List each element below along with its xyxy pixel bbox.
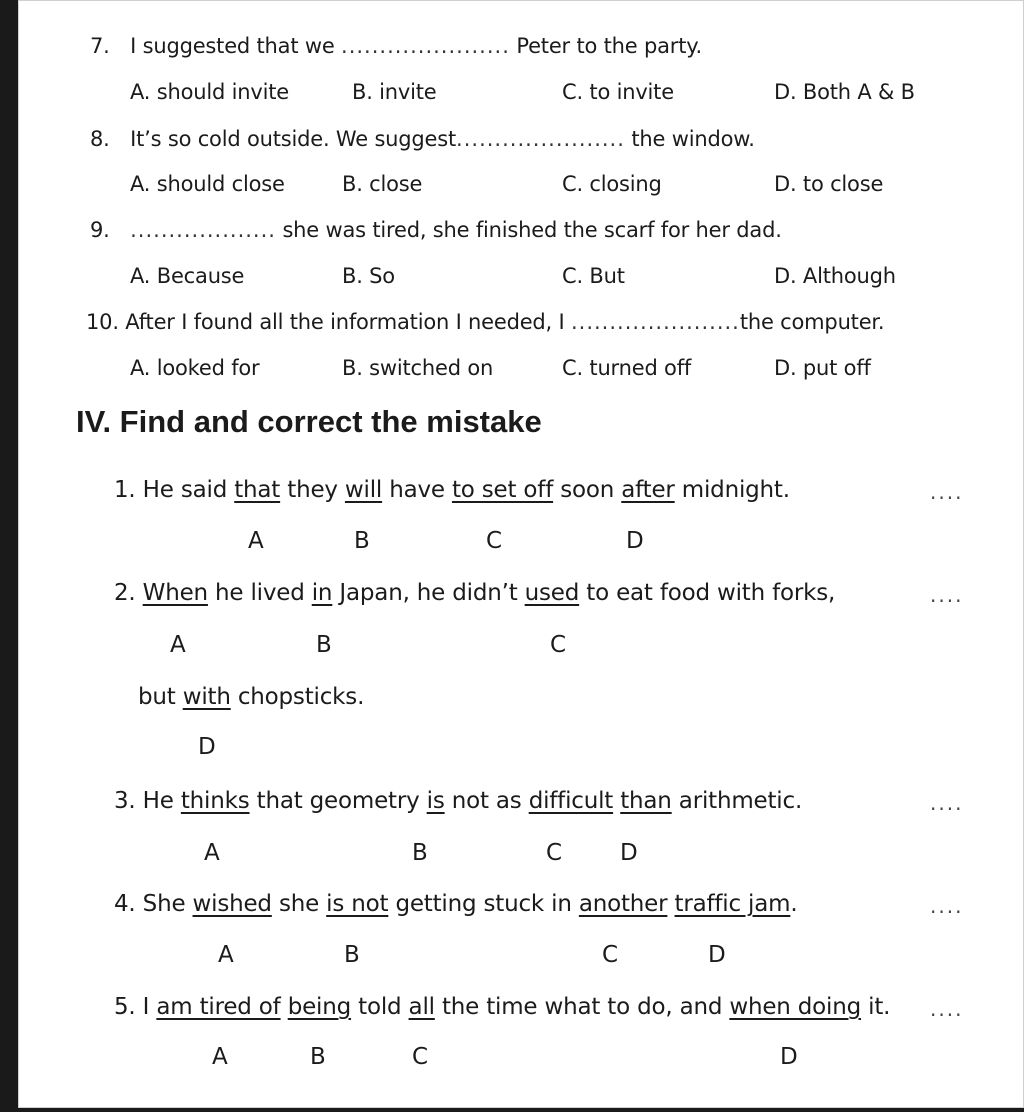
sentence-text [281,994,288,1020]
option-d: D. to close [774,172,884,196]
underlined-part-a: thinks [180,788,250,814]
underlined-part-c: all [408,994,435,1020]
underlined-part-c: another [578,891,668,917]
exercise-3-sentence [114,788,802,814]
sentence-text: I [142,994,157,1020]
section-title: IV. Find and correct the mistake [76,404,542,439]
question-text: the computer. [739,310,885,334]
sentence-text: chopsticks. [230,684,365,710]
underlined-part-d: than [620,788,672,814]
exercise-2-sentence [114,580,835,606]
option-d: D. Although [774,264,896,288]
question-number: 8. [90,127,110,151]
label-c: C [550,632,567,658]
option-a: A. should invite [130,80,289,104]
sentence-text: She [142,891,193,917]
question-number: 10. [86,310,119,334]
exercise-number: 4. [114,891,136,917]
exercise-1-sentence [114,477,790,503]
answer-gap: ...................... [456,127,625,151]
label-c: C [486,528,503,554]
sentence-text: it. [861,994,891,1020]
option-a: A. should close [130,172,285,196]
answer-gap: ...................... [570,310,740,334]
exercise-number: 5. [114,994,136,1020]
label-b: B [316,632,332,658]
label-b: B [310,1044,326,1070]
label-d: D [198,734,216,760]
underlined-part-d: after [621,477,675,503]
question-text: After I found all the information I needed, I [125,310,571,334]
label-b: B [412,840,428,866]
sentence-text: they [280,477,345,503]
label-d: D [780,1044,798,1070]
option-c: C. turned off [562,356,692,380]
sentence-text: the time what to do, and [434,994,730,1020]
question-text: she was tired, she finished the scarf for her dad. [275,218,782,242]
sentence-text: He [142,788,181,814]
sentence-text: he lived [207,580,312,606]
question-number: 9. [90,218,110,242]
sentence-text: that geometry [249,788,427,814]
underlined-part-d: with [182,684,231,710]
question-10 [86,310,884,334]
sentence-text: she [271,891,327,917]
question-text: I suggested that we [130,34,342,58]
answer-blank: .... [930,894,964,918]
sentence-text: He said [142,477,235,503]
question-text: It’s so cold outside. We suggest [130,127,457,151]
underlined-part-a: wished [192,891,272,917]
label-b: B [344,942,360,968]
exercise-number: 2. [114,580,136,606]
option-d: D. put off [774,356,871,380]
label-a: A [212,1044,228,1070]
option-a: A. Because [130,264,245,288]
underlined-part-b: will [344,477,383,503]
sentence-text: to eat food with forks, [579,580,836,606]
label-c: C [602,942,619,968]
option-c: C. to invite [562,80,674,104]
option-c: C. closing [562,172,662,196]
underlined-part-a: When [142,580,208,606]
option-b: B. close [342,172,423,196]
question-number: 7. [90,34,110,58]
underlined-part-b: in [311,580,333,606]
sentence-text: have [382,477,452,503]
underlined-part-c: to set off [451,477,554,503]
sentence-text: told [351,994,409,1020]
label-d: D [708,942,726,968]
sentence-text: midnight. [674,477,790,503]
sentence-text: Japan, he didn’t [332,580,525,606]
sentence-text: but [138,684,183,710]
underlined-part-d: traffic jam [674,891,791,917]
label-a: A [204,840,220,866]
option-a: A. looked for [130,356,260,380]
answer-blank: .... [930,583,964,607]
question-9 [90,218,782,242]
question-7 [90,34,702,58]
sentence-text: getting stuck in [388,891,579,917]
label-d: D [626,528,644,554]
answer-blank: .... [930,997,964,1021]
label-b: B [354,528,370,554]
exercise-number: 1. [114,477,136,503]
sentence-text [667,891,674,917]
label-c: C [546,840,563,866]
underlined-part-c: used [524,580,580,606]
underlined-part-c: difficult [528,788,614,814]
option-b: B. switched on [342,356,494,380]
worksheet-page [18,0,1024,1108]
underlined-part-a: am tired of [156,994,281,1020]
sentence-text: not as [444,788,529,814]
label-a: A [248,528,264,554]
option-b: B. So [342,264,395,288]
answer-blank: .... [930,791,964,815]
answer-gap: ................... [130,218,276,242]
sentence-text: soon [553,477,622,503]
exercise-2-continuation [138,684,364,710]
label-a: A [170,632,186,658]
label-a: A [218,942,234,968]
underlined-part-b: is not [326,891,389,917]
underlined-part-b: is [426,788,445,814]
underlined-part-d: when doing [729,994,862,1020]
sentence-text: arithmetic. [671,788,803,814]
answer-gap: ...................... [341,34,510,58]
question-8 [90,127,755,151]
option-d: D. Both A & B [774,80,915,104]
answer-blank: .... [930,480,964,504]
question-text: the window. [624,127,755,151]
question-text: Peter to the party. [509,34,702,58]
exercise-number: 3. [114,788,136,814]
underlined-part-a: that [234,477,281,503]
label-d: D [620,840,638,866]
exercise-5-sentence [114,994,890,1020]
option-c: C. But [562,264,625,288]
option-b: B. invite [352,80,437,104]
underlined-part-b: being [287,994,352,1020]
sentence-text: . [790,891,798,917]
label-c: C [412,1044,429,1070]
exercise-4-sentence [114,891,797,917]
